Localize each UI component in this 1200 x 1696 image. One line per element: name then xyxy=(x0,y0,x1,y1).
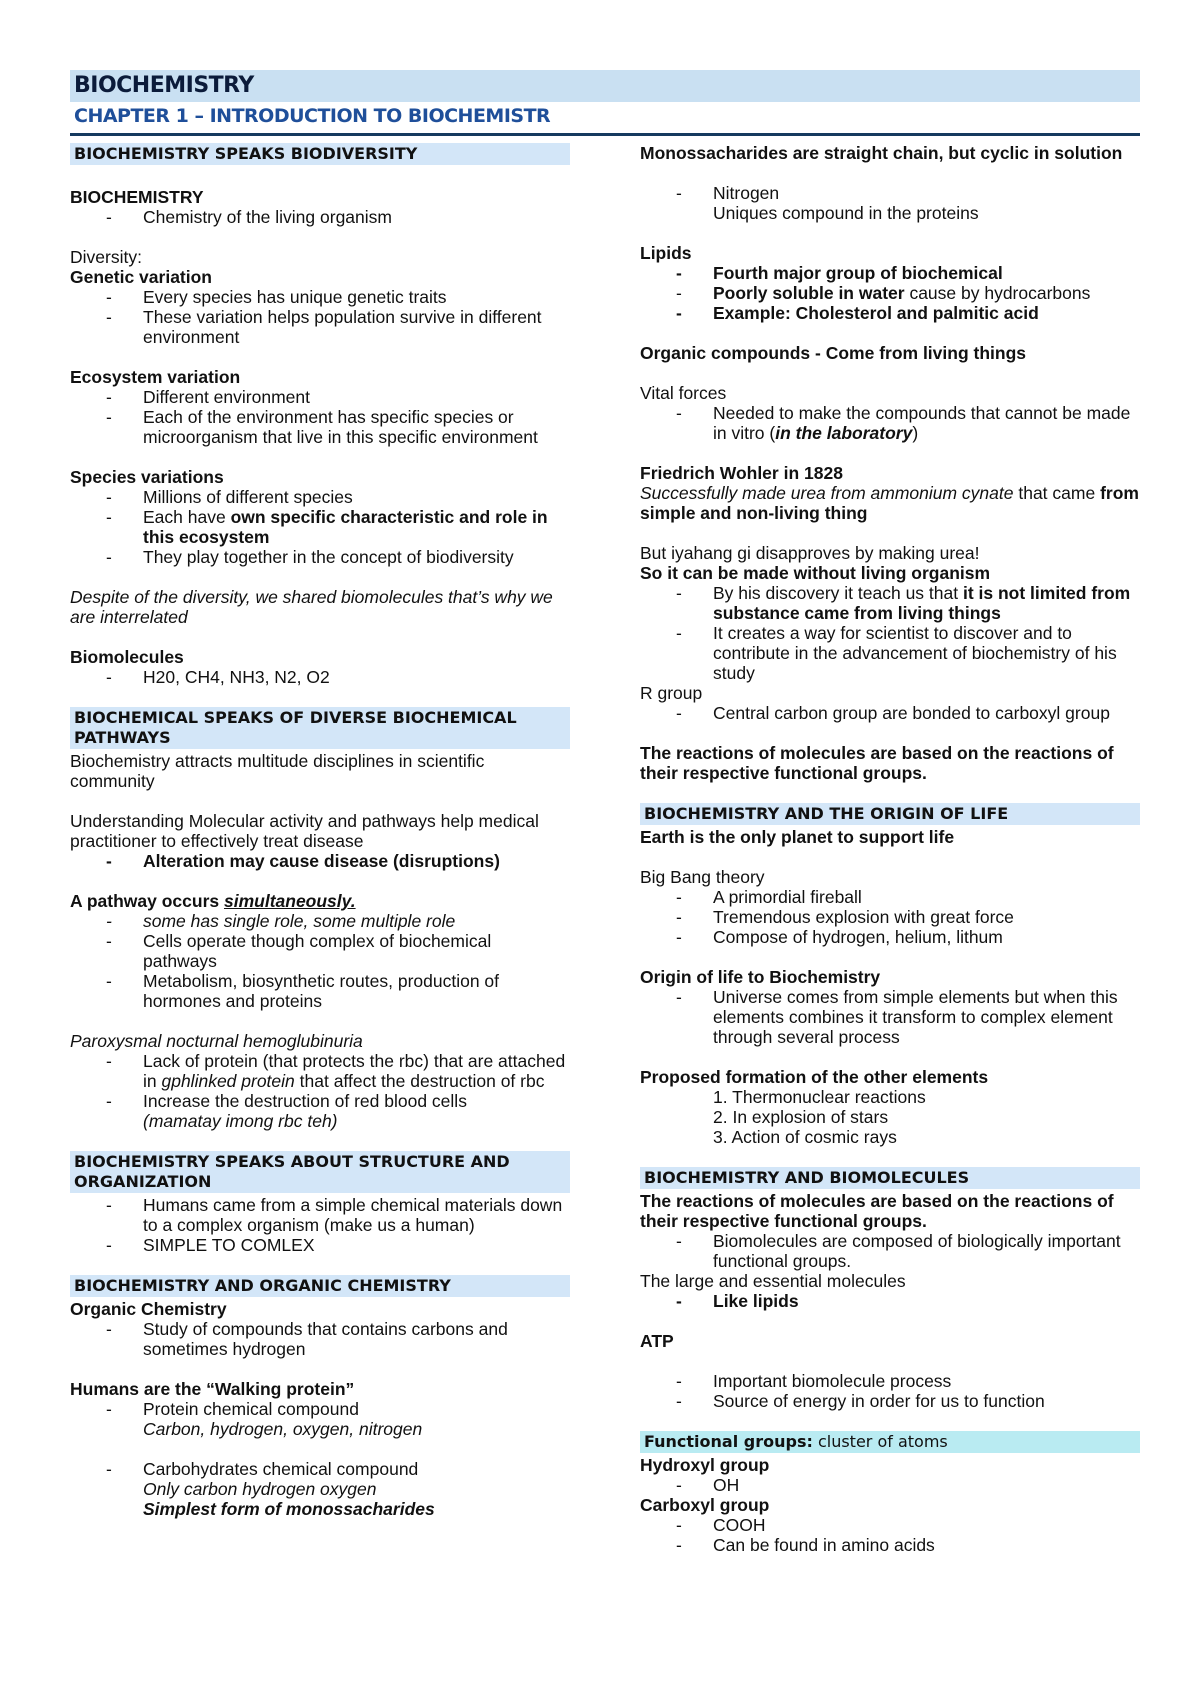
title-bar xyxy=(70,70,1140,102)
list-item: - It creates a way for scientist to discover and to contribute in the advancement of biochemistry of his study xyxy=(640,623,1140,683)
list-item xyxy=(640,283,1140,303)
list xyxy=(640,887,1140,947)
list xyxy=(70,387,570,447)
list-item xyxy=(70,1051,570,1091)
emphasis-text: Carbon, hydrogen, oxygen, nitrogen xyxy=(143,1419,423,1439)
bold-text: own specific characteristic and role in this ecosystem xyxy=(143,507,548,547)
header-divider xyxy=(70,133,1140,136)
text: Lack of protein (that protects the rbc) that are attached in xyxy=(143,1051,566,1091)
text: Carbohydrates chemical compound xyxy=(143,1459,419,1479)
section-heading: BIOCHEMISTRY SPEAKS ABOUT STRUCTURE AND ORGANIZATION xyxy=(70,1151,570,1193)
list xyxy=(640,183,1140,223)
list-item: - Every species has unique genetic traits xyxy=(70,287,570,307)
chapter-title: CHAPTER 1 – INTRODUCTION TO BIOCHEMISTR xyxy=(74,105,551,127)
list-item xyxy=(70,507,570,547)
list-item: - A primordial fireball xyxy=(640,887,1140,907)
label: Vital forces xyxy=(640,383,727,403)
list xyxy=(70,1051,570,1131)
paragraph: Biochemistry attracts multitude disciplines in scientific community xyxy=(70,751,485,791)
subheading xyxy=(70,891,570,911)
bold-text: Functional groups: xyxy=(644,1432,813,1451)
list xyxy=(70,1459,570,1519)
list-item: - some has single role, some multiple role xyxy=(70,911,570,931)
section-heading: BIOCHEMISTRY SPEAKS BIODIVERSITY xyxy=(70,143,570,165)
page-header xyxy=(70,70,1140,136)
list-item: - Chemistry of the living organism xyxy=(70,207,570,227)
text: By his discovery it teach us that xyxy=(713,583,963,603)
list xyxy=(70,911,570,1011)
list-item: - Central carbon group are bonded to carboxyl group xyxy=(640,703,1140,723)
list-item: - Each of the environment has specific species or microorganism that live in this specific environment xyxy=(70,407,570,447)
subheading: Ecosystem variation xyxy=(70,367,241,387)
list xyxy=(70,1399,570,1439)
text: ) xyxy=(912,423,919,443)
subheading: Paroxysmal nocturnal hemoglubinuria xyxy=(70,1031,363,1051)
list-item: - SIMPLE TO COMLEX xyxy=(70,1235,570,1255)
list-item: - Like lipids xyxy=(640,1291,1140,1311)
list-item: - Metabolism, biosynthetic routes, production of hormones and proteins xyxy=(70,971,570,1011)
label: R group xyxy=(640,683,703,703)
numbered-item: 1. Thermonuclear reactions xyxy=(713,1087,926,1107)
subheading: So it can be made without living organism xyxy=(640,563,991,583)
list xyxy=(70,487,570,567)
section-heading: BIOCHEMISTRY AND THE ORIGIN OF LIFE xyxy=(640,803,1140,825)
subheading: BIOCHEMISTRY xyxy=(70,187,204,207)
bold-text: it is not limited from substance came from living things xyxy=(713,583,1131,623)
list xyxy=(640,987,1140,1047)
emphasis-text: Only carbon hydrogen oxygen xyxy=(143,1479,377,1499)
list xyxy=(640,583,1140,683)
paragraph xyxy=(640,483,1140,523)
text: Increase the destruction of red blood cells xyxy=(143,1091,467,1111)
emphasis-text: Simplest form of monossacharides xyxy=(143,1499,435,1519)
left-column xyxy=(70,143,570,1519)
emphasis-text: gphlinked protein xyxy=(161,1071,295,1091)
list xyxy=(640,1231,1140,1271)
text: Nitrogen xyxy=(713,183,780,203)
bold-text: from simple and non-living thing xyxy=(640,483,1139,523)
emphasis-text: simultaneously. xyxy=(223,891,356,911)
list xyxy=(70,667,570,687)
subheading: Origin of life to Biochemistry xyxy=(640,967,881,987)
list-item: - Study of compounds that contains carbons and sometimes hydrogen xyxy=(70,1319,570,1359)
list-item xyxy=(70,1459,570,1519)
list-item: - Can be found in amino acids xyxy=(640,1535,1140,1555)
label: Big Bang theory xyxy=(640,867,765,887)
text: that affect the destruction of rbc xyxy=(294,1071,545,1091)
text: cause by hydrocarbons xyxy=(904,283,1091,303)
subheading: Organic compounds - Come from living things xyxy=(640,343,1026,363)
section-heading: BIOCHEMISTRY AND ORGANIC CHEMISTRY xyxy=(70,1275,570,1297)
emphasis-text: in the laboratory xyxy=(775,423,913,443)
list-item xyxy=(640,403,1140,443)
subheading: Biomolecules xyxy=(70,647,184,667)
list-item: - Source of energy in order for us to function xyxy=(640,1391,1140,1411)
numbered-item: 2. In explosion of stars xyxy=(713,1107,889,1127)
text: cluster of atoms xyxy=(812,1432,948,1451)
subheading: Humans are the “Walking protein” xyxy=(70,1379,355,1399)
emphasis-text: Successfully made urea from ammonium cynate xyxy=(640,483,1014,503)
list xyxy=(70,851,570,871)
label: Diversity: xyxy=(70,247,142,267)
list-item: - COOH xyxy=(640,1515,1140,1535)
list-item: - Humans came from a simple chemical materials down to a complex organism (make us a human) xyxy=(70,1195,570,1235)
paragraph: The large and essential molecules xyxy=(640,1271,906,1291)
section-heading: BIOCHEMICAL SPEAKS OF DIVERSE BIOCHEMICAL PATHWAYS xyxy=(70,707,570,749)
subheading: Earth is the only planet to support life xyxy=(640,827,955,847)
numbered-item: 3. Action of cosmic rays xyxy=(713,1127,897,1147)
list-item xyxy=(70,1091,570,1131)
bold-text: Poorly soluble in water xyxy=(713,283,905,303)
subheading: Monossacharides are straight chain, but cyclic in solution xyxy=(640,143,1123,163)
subheading: Lipids xyxy=(640,243,692,263)
text: that came xyxy=(1013,483,1101,503)
subheading: Hydroxyl group xyxy=(640,1455,770,1475)
list-item: - These variation helps population survive in different environment xyxy=(70,307,570,347)
list xyxy=(70,1195,570,1255)
list-item: - Different environment xyxy=(70,387,570,407)
section-heading: BIOCHEMISTRY AND BIOMOLECULES xyxy=(640,1167,1140,1189)
note: Despite of the diversity, we shared biomolecules that’s why we are interrelated xyxy=(70,587,553,627)
subheading: Genetic variation xyxy=(70,267,212,287)
list xyxy=(70,1319,570,1359)
subheading: Carboxyl group xyxy=(640,1495,770,1515)
list xyxy=(640,1371,1140,1411)
text: Uniques compound in the proteins xyxy=(713,203,979,223)
list-item xyxy=(70,1399,570,1439)
list-item: - Biomolecules are composed of biologically important functional groups. xyxy=(640,1231,1140,1271)
list-item: - Cells operate though complex of biochemical pathways xyxy=(70,931,570,971)
section-heading xyxy=(640,1431,1140,1453)
list xyxy=(640,1291,1140,1311)
list-item xyxy=(640,183,1140,223)
paragraph: But iyahang gi disapproves by making urea! xyxy=(640,543,980,563)
list-item xyxy=(640,583,1140,623)
list-item: - Important biomolecule process xyxy=(640,1371,1140,1391)
list xyxy=(70,207,570,227)
subheading: Friedrich Wohler in 1828 xyxy=(640,463,843,483)
list-item: - OH xyxy=(640,1475,1140,1495)
list-item: - They play together in the concept of biodiversity xyxy=(70,547,570,567)
text: A pathway occurs xyxy=(70,891,224,911)
list-item: - Millions of different species xyxy=(70,487,570,507)
subheading: The reactions of molecules are based on the reactions of their respective functional groups. xyxy=(640,1191,1114,1231)
subheading: Organic Chemistry xyxy=(70,1299,227,1319)
text: Each have xyxy=(143,507,231,527)
subheading: ATP xyxy=(640,1331,674,1351)
right-column xyxy=(640,143,1140,1555)
list-item: - Universe comes from simple elements but when this elements combines it transform to complex element through several process xyxy=(640,987,1140,1047)
document-title: BIOCHEMISTRY xyxy=(74,73,254,98)
list-item: - H20, CH4, NH3, N2, O2 xyxy=(70,667,570,687)
list-item: - Example: Cholesterol and palmitic acid xyxy=(640,303,1140,323)
list-item: - Fourth major group of biochemical xyxy=(640,263,1140,283)
list-item: - Alteration may cause disease (disruptions) xyxy=(70,851,570,871)
paragraph: Understanding Molecular activity and pathways help medical practitioner to effectively treat disease xyxy=(70,811,539,851)
text: Needed to make the compounds that cannot be made in vitro ( xyxy=(713,403,1131,443)
list xyxy=(640,703,1140,723)
list xyxy=(640,1515,1140,1555)
list-item: - Tremendous explosion with great force xyxy=(640,907,1140,927)
subheading: Species variations xyxy=(70,467,224,487)
subheading: Proposed formation of the other elements xyxy=(640,1067,989,1087)
list-item: - Compose of hydrogen, helium, lithum xyxy=(640,927,1140,947)
list xyxy=(70,287,570,347)
list xyxy=(640,263,1140,323)
emphasis-text: (mamatay imong rbc teh) xyxy=(143,1111,338,1131)
text: Protein chemical compound xyxy=(143,1399,359,1419)
list xyxy=(640,1475,1140,1495)
subheading: The reactions of molecules are based on the reactions of their respective functional groups. xyxy=(640,743,1114,783)
list xyxy=(640,403,1140,443)
